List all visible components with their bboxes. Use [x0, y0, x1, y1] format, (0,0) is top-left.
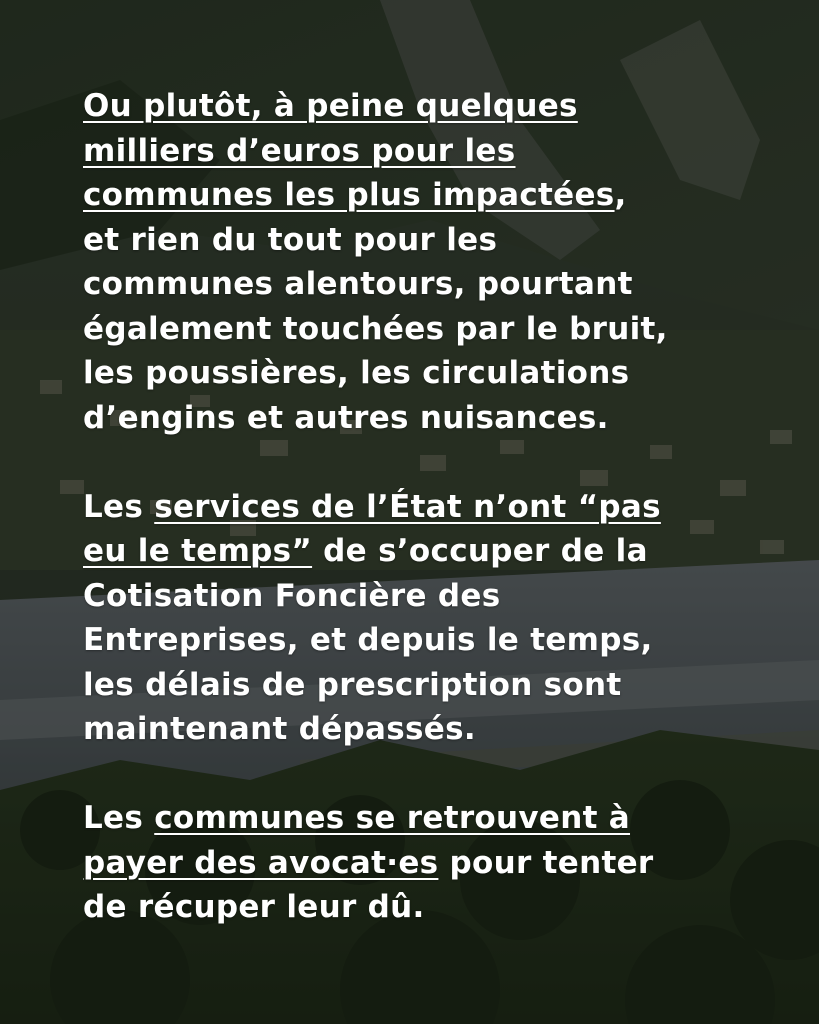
- underlined-text: milliers d’euros pour les: [83, 132, 516, 169]
- underlined-text: communes les plus impactées: [83, 177, 615, 213]
- text-segment: les délais de prescription sont: [83, 666, 622, 703]
- text-line: [83, 84, 783, 129]
- underlined-text: eu le temps”: [83, 533, 313, 569]
- text-segment: Cotisation Foncière des: [83, 577, 501, 614]
- text-line: [83, 129, 783, 174]
- text-line: [83, 796, 783, 841]
- text-segment: de s’occuper de la: [312, 533, 648, 569]
- paragraph-2: [83, 485, 783, 752]
- text-segment: communes alentours, pourtant: [83, 266, 633, 302]
- paragraph-3: [83, 796, 783, 930]
- underlined-text: payer des avocat·es: [83, 844, 439, 881]
- text-line: [83, 885, 783, 930]
- text-segment: de récuper leur dû.: [83, 889, 425, 925]
- body-text: [83, 84, 783, 930]
- paragraph-1: [83, 84, 783, 440]
- text-segment: ,: [614, 177, 627, 213]
- text-segment: Les: [83, 488, 155, 525]
- text-line: [83, 262, 783, 307]
- text-segment: également touchées par le bruit,: [83, 310, 668, 347]
- text-segment: d’engins et autres nuisances.: [83, 399, 609, 436]
- underlined-text: services de l’État n’ont “pas: [154, 488, 661, 525]
- text-line: [83, 707, 783, 752]
- text-segment: maintenant dépassés.: [83, 711, 476, 747]
- text-segment: Entreprises, et depuis le temps,: [83, 622, 653, 658]
- text-line: [83, 307, 783, 352]
- text-line: [83, 841, 783, 886]
- text-line: [83, 618, 783, 663]
- text-line: [83, 663, 783, 708]
- text-segment: pour tenter: [438, 844, 654, 881]
- text-line: [83, 529, 783, 574]
- text-line: [83, 173, 783, 218]
- text-segment: Les: [83, 800, 155, 836]
- text-segment: les poussières, les circulations: [83, 355, 630, 391]
- text-line: [83, 574, 783, 619]
- text-segment: et rien du tout pour les: [83, 221, 498, 258]
- underlined-text: Ou plutôt, à peine quelques: [83, 88, 578, 124]
- text-line: [83, 485, 783, 530]
- text-line: [83, 351, 783, 396]
- text-line: [83, 218, 783, 263]
- underlined-text: communes se retrouvent à: [154, 800, 631, 836]
- text-line: [83, 396, 783, 441]
